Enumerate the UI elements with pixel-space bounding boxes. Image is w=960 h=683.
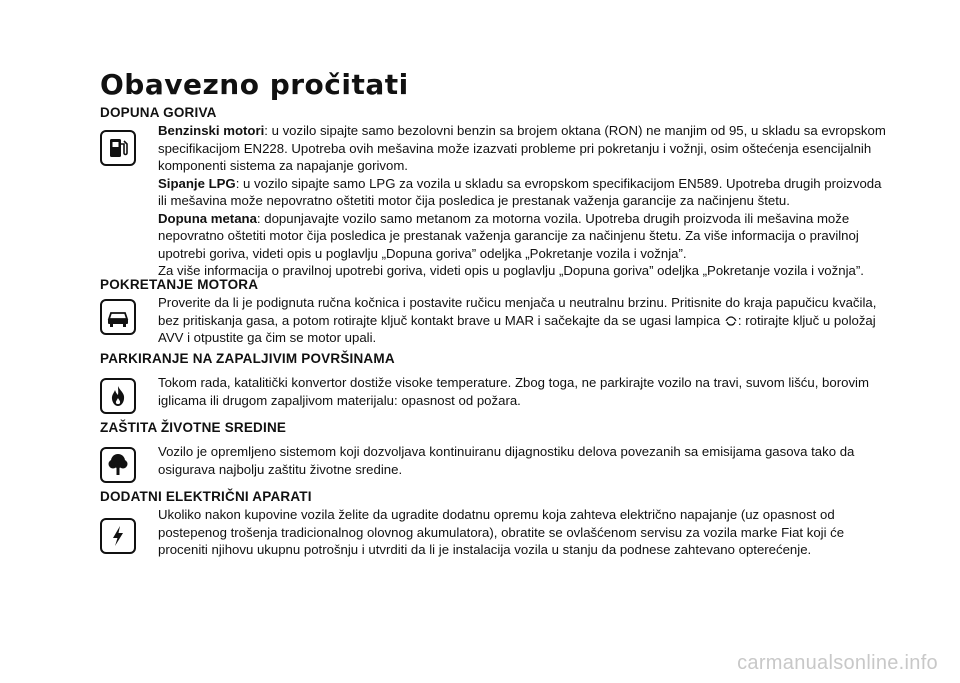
paragraph-metan: Dopuna metana: dopunjavajte vozilo samo metanom za motorna vozila. Upotreba drugih proizvoda ili mešavina može nepovratno oštetiti motor čija posledica je prestanak važenja garancije za načinjenu štetu. Za više informacija o pravilnoj upotrebi goriva, videti opis u poglavlju „Dopuna goriva” odeljka „Pokretanje vozila i vožnja”. [158,210,859,261]
section-environment [100,419,890,478]
paragraph-electrical: Ukoliko nakon kupovine vozila želite da ugradite dodatnu opremu koja zahteva električno napajanje (uz opasnost od postepenog trošenja tradicionalnog olovnog akumulatora), obratite se ovlašćenom servisu za vozila marke Fiat koji će proceniti njihovu ukupnu potrošnju i utvrditi da li je instalacija vozila u stanju da podnese zahtevano opterećenje. [158,507,845,557]
paragraph-info: Za više informacija o pravilnoj upotrebi goriva, videti opis u poglavlju „Dopuna goriva” odeljka „Pokretanje vozila i vožnja”. [158,263,864,278]
section-heading: DODATNI ELEKTRIČNI APARATI [100,489,312,504]
section-heading: POKRETANJE MOTORA [100,277,259,292]
glow-plug-lamp-icon [724,315,738,327]
paragraph-engine-start: Proverite da li je podignuta ručna kočnica i postavite ručicu menjača u neutralnu brzinu. Pritisnite do kraja papučicu kvačila, bez pritiskanja gasa, a potom rotirajte ključ kontakt brave u MAR i sačekajte da se ugasi lampica : rotirajte ključ u položaj AVV i otpustite ga čim se motor upali. [158,295,877,345]
fuel-pump-icon [100,130,136,166]
paragraph-parking: Tokom rada, katalitički konvertor dostiže visoke temperature. Zbog toga, ne parkirajte vozilo na travi, suvom lišću, borovim iglicama ili drugom zapaljivom materijalu: opasnost od požara. [158,375,869,408]
lightning-icon [100,518,136,554]
section-engine-start [100,276,890,347]
fire-icon [100,378,136,414]
section-electrical [100,488,890,559]
section-parking [100,350,890,409]
car-icon [100,299,136,335]
page-title: Obavezno pročitati [100,68,409,101]
section-heading: PARKIRANJE NA ZAPALJIVIM POVRŠINAMA [100,351,395,366]
paragraph-lpg: Sipanje LPG: u vozilo sipajte samo LPG za vozila u skladu sa evropskom specifikacijom EN589. Upotreba drugih proizvoda ili mešavina može nepovratno oštetiti motor čija posledica je prestanak važenja garancije za načinjenu štetu. [158,175,882,208]
paragraph-environment: Vozilo je opremljeno sistemom koji dozvoljava kontinuiranu dijagnostiku delova povezanih sa emisijama gasova tako da osigurava najbolju zaštitu životne sredine. [158,444,855,477]
tree-icon [100,447,136,483]
paragraph-benzin: Benzinski motori: u vozilo sipajte samo bezolovni benzin sa brojem oktana (RON) ne manjim od 95, u skladu sa evropskom specifikacijom EN228. Upotreba ovih mešavina može izazvati probleme pri pokretanju i vožnji, osim oštećenja esencijalnih komponenti sistema za napajanje gorivom. [158,123,886,173]
section-fuel [100,104,890,280]
section-heading: ZAŠTITA ŽIVOTNE SREDINE [100,420,287,435]
section-heading: DOPUNA GORIVA [100,105,217,120]
watermark: carmanualsonline.info [737,652,938,674]
